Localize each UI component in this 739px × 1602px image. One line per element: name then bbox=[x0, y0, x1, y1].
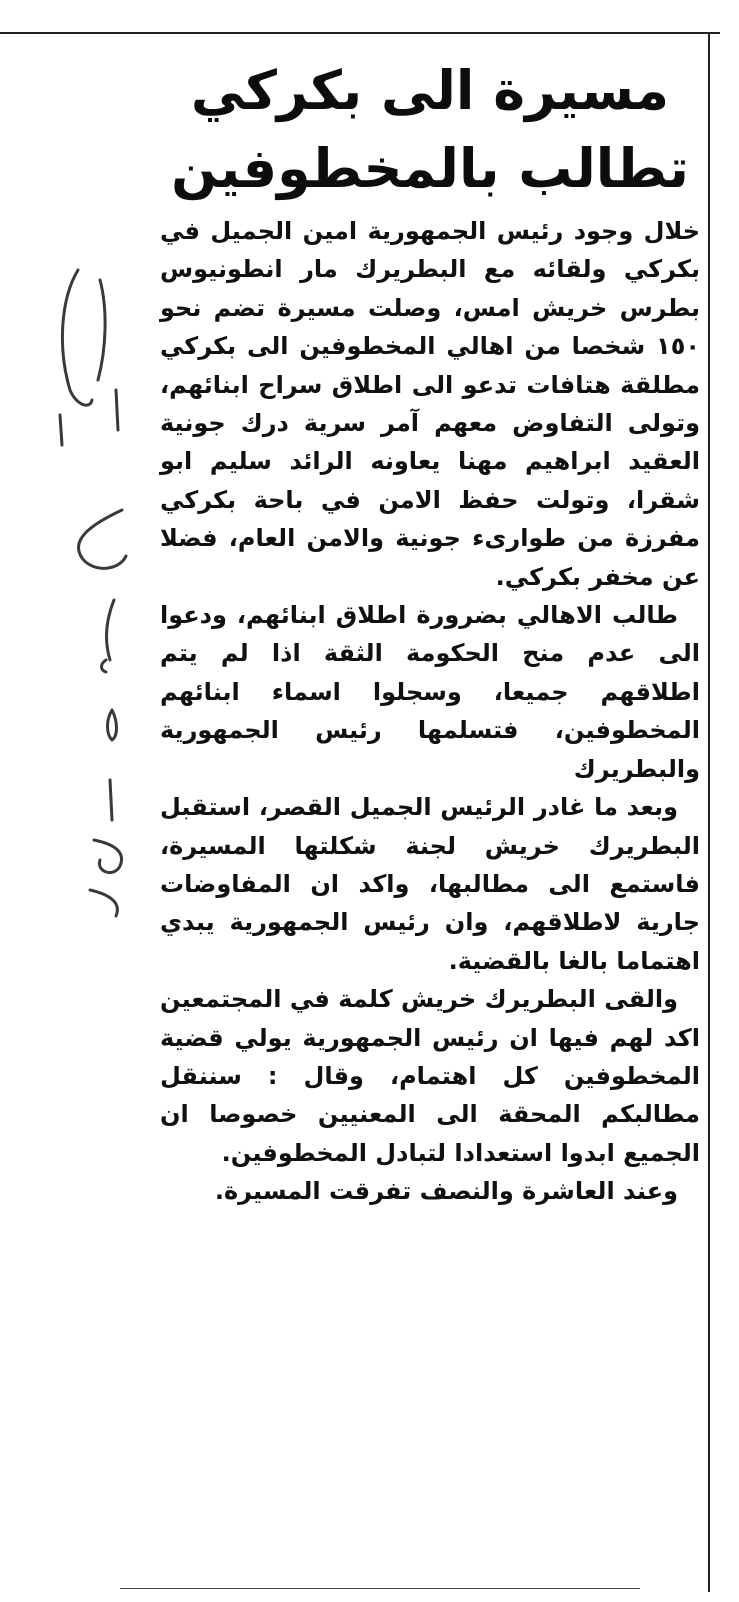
bottom-border-rule bbox=[120, 1588, 640, 1589]
right-border-rule bbox=[708, 32, 710, 1592]
article-paragraph-1: خلال وجود رئيس الجمهورية امين الجميل في بكركي ولقائه مع البطريرك مار انطونيوس بطرس خريش امس، وصلت مسيرة تضم نحو ١٥٠ شخصا من اهالي المخطوفين الى بكركي مطلقة هتافات تدعو الى اطلاق سراح ابنائهم، وتولى التفاوض معهم آمر سرية درك جونية العقيد ابراهيم مهنا يعاونه الرائد سليم ابو شقرا، وتولت حفظ الامن في باحة بكركي مفرزة من طوارىء جونية والامن العام، فضلا عن مخفر بكركي. bbox=[160, 217, 700, 591]
article-body bbox=[160, 212, 700, 1211]
article-paragraph-3: وبعد ما غادر الرئيس الجميل القصر، استقبل البطريرك خريش لجنة شكلتها المسيرة، فاستمع الى مطالبها، واكد ان المفاوضات جارية لاطلاقهم، وان رئيس الجمهورية يبدي اهتماما بالغا بالقضية. bbox=[160, 793, 700, 975]
article-paragraph-2: طالب الاهالي بضرورة اطلاق ابنائهم، ودعوا الى عدم منح الحكومة الثقة اذا لم يتم اطلاقهم جميعا، وسجلوا اسماء ابنائهم المخطوفين، فتسلمها رئيس الجمهورية والبطريرك bbox=[160, 601, 700, 783]
top-border-rule bbox=[0, 32, 720, 34]
headline-line-1: مسيرة الى بكركي bbox=[190, 59, 670, 122]
article-paragraph-5: وعند العاشرة والنصف تفرقت المسيرة. bbox=[214, 1177, 678, 1206]
article-paragraph-4: والقى البطريرك خريش كلمة في المجتمعين اكد لهم فيها ان رئيس الجمهورية يولي قضية المخطوفين كل اهتمام، وقال : سننقل مطالبكم المحقة الى المعنيين خصوصا ان الجميع ابدوا استعدادا لتبادل المخطوفين. bbox=[160, 985, 700, 1167]
handwritten-margin-note bbox=[30, 240, 140, 940]
headline-line-2: تطالب بالمخطوفين bbox=[171, 137, 689, 200]
headline bbox=[160, 52, 700, 208]
handwriting-drawing bbox=[30, 240, 140, 940]
